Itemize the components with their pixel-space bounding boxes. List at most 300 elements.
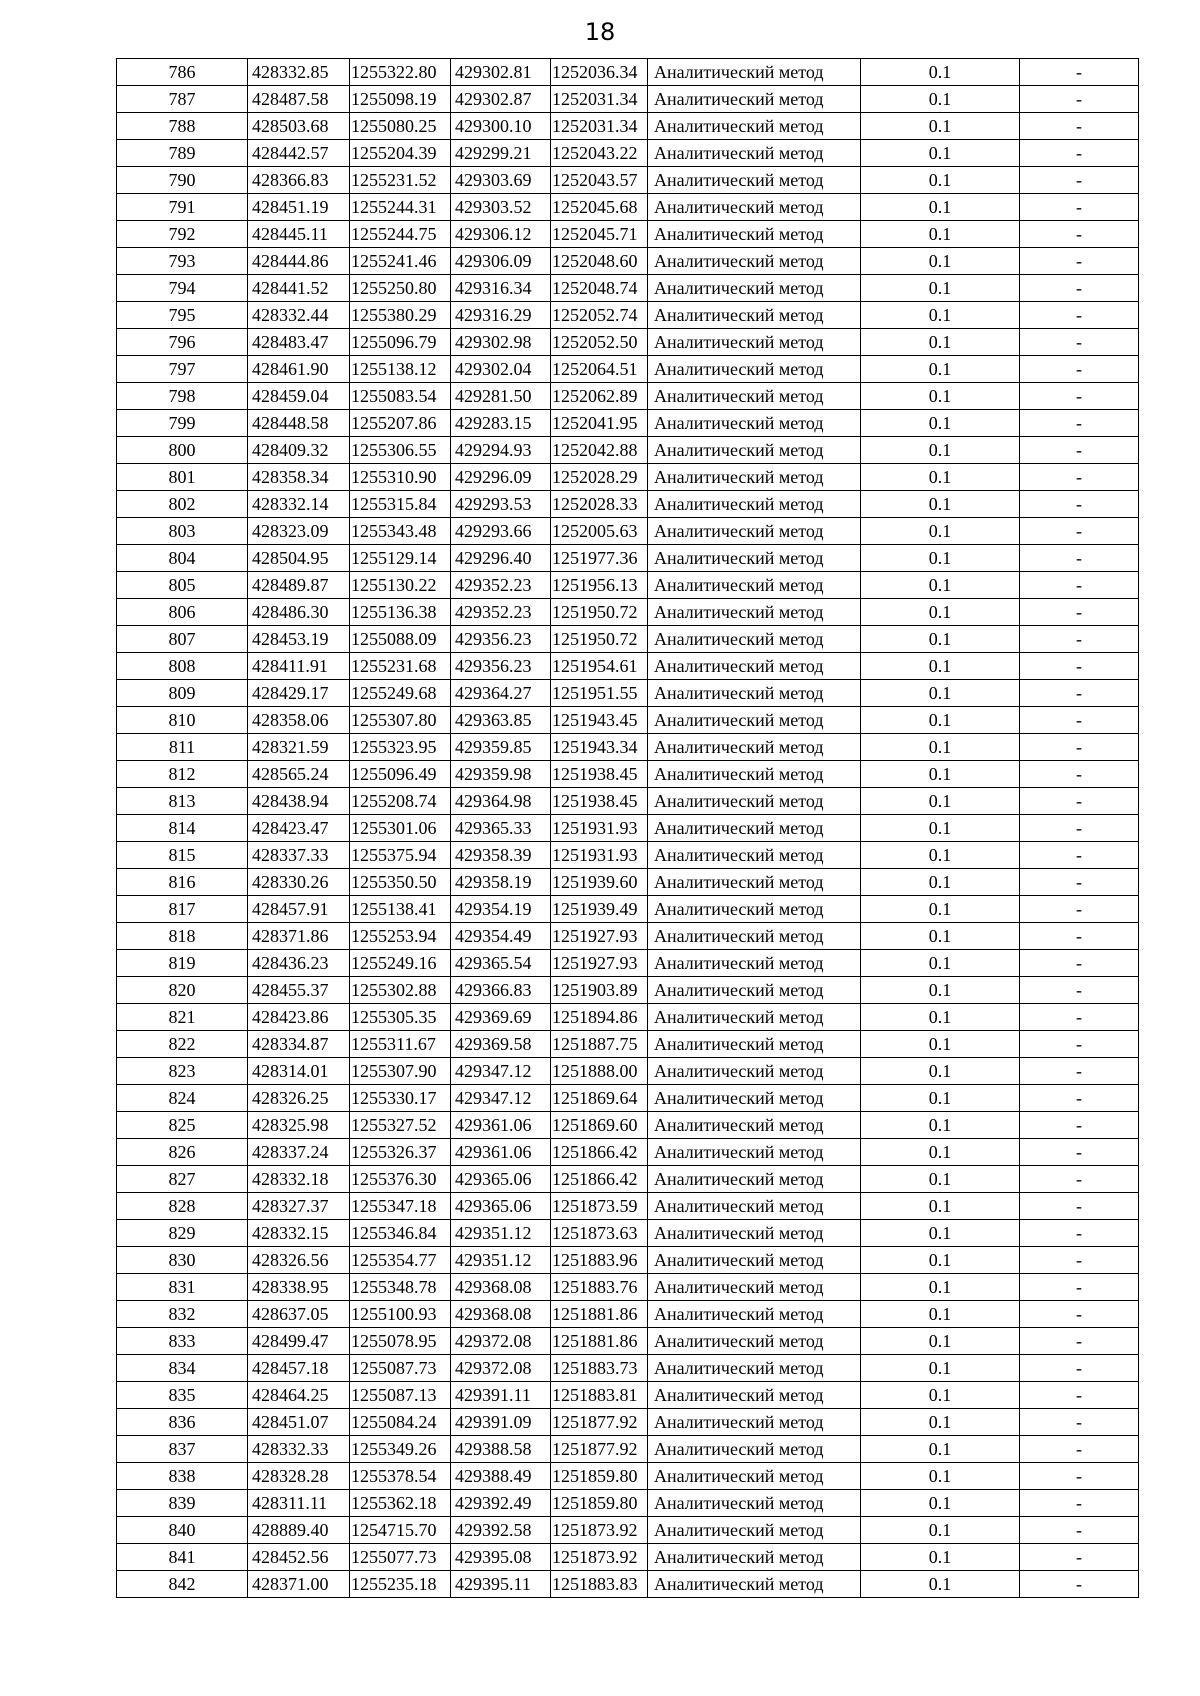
x2-cell: 429365.54 xyxy=(451,950,551,977)
note-cell: - xyxy=(1020,1382,1139,1409)
y1-cell: 1255078.95 xyxy=(350,1328,451,1355)
y2-cell: 1251954.61 xyxy=(551,653,648,680)
y2-cell: 1251877.92 xyxy=(551,1409,648,1436)
x1-cell: 428325.98 xyxy=(248,1112,350,1139)
y1-cell: 1254715.70 xyxy=(350,1517,451,1544)
x1-cell: 428332.44 xyxy=(248,302,350,329)
point-number-cell: 820 xyxy=(117,977,248,1004)
note-cell: - xyxy=(1020,545,1139,572)
x1-cell: 428332.33 xyxy=(248,1436,350,1463)
point-number-cell: 815 xyxy=(117,842,248,869)
accuracy-cell: 0.1 xyxy=(861,518,1020,545)
point-number-cell: 790 xyxy=(117,167,248,194)
y1-cell: 1255208.74 xyxy=(350,788,451,815)
y1-cell: 1255354.77 xyxy=(350,1247,451,1274)
y2-cell: 1251951.55 xyxy=(551,680,648,707)
table-row xyxy=(117,140,1139,167)
accuracy-cell: 0.1 xyxy=(861,167,1020,194)
accuracy-cell: 0.1 xyxy=(861,221,1020,248)
point-number-cell: 800 xyxy=(117,437,248,464)
table-row xyxy=(117,410,1139,437)
point-number-cell: 792 xyxy=(117,221,248,248)
y1-cell: 1255378.54 xyxy=(350,1463,451,1490)
x1-cell: 428332.18 xyxy=(248,1166,350,1193)
x2-cell: 429354.19 xyxy=(451,896,551,923)
table-row xyxy=(117,1166,1139,1193)
x2-cell: 429303.52 xyxy=(451,194,551,221)
accuracy-cell: 0.1 xyxy=(861,1004,1020,1031)
accuracy-cell: 0.1 xyxy=(861,1274,1020,1301)
x2-cell: 429283.15 xyxy=(451,410,551,437)
table-row xyxy=(117,59,1139,86)
table-row xyxy=(117,356,1139,383)
x2-cell: 429351.12 xyxy=(451,1247,551,1274)
y2-cell: 1251859.80 xyxy=(551,1463,648,1490)
x2-cell: 429347.12 xyxy=(451,1085,551,1112)
point-number-cell: 828 xyxy=(117,1193,248,1220)
accuracy-cell: 0.1 xyxy=(861,1490,1020,1517)
note-cell: - xyxy=(1020,1193,1139,1220)
note-cell: - xyxy=(1020,86,1139,113)
y2-cell: 1251881.86 xyxy=(551,1328,648,1355)
note-cell: - xyxy=(1020,734,1139,761)
note-cell: - xyxy=(1020,707,1139,734)
y1-cell: 1255376.30 xyxy=(350,1166,451,1193)
x2-cell: 429302.04 xyxy=(451,356,551,383)
point-number-cell: 812 xyxy=(117,761,248,788)
method-cell: Аналитический метод xyxy=(648,329,861,356)
method-cell: Аналитический метод xyxy=(648,86,861,113)
y1-cell: 1255380.29 xyxy=(350,302,451,329)
accuracy-cell: 0.1 xyxy=(861,1463,1020,1490)
y2-cell: 1252043.22 xyxy=(551,140,648,167)
x2-cell: 429347.12 xyxy=(451,1058,551,1085)
table-row xyxy=(117,383,1139,410)
x2-cell: 429395.08 xyxy=(451,1544,551,1571)
y2-cell: 1251873.63 xyxy=(551,1220,648,1247)
note-cell: - xyxy=(1020,680,1139,707)
note-cell: - xyxy=(1020,221,1139,248)
x2-cell: 429294.93 xyxy=(451,437,551,464)
note-cell: - xyxy=(1020,437,1139,464)
table-row xyxy=(117,1220,1139,1247)
method-cell: Аналитический метод xyxy=(648,1058,861,1085)
x1-cell: 428326.25 xyxy=(248,1085,350,1112)
y2-cell: 1252052.50 xyxy=(551,329,648,356)
method-cell: Аналитический метод xyxy=(648,1085,861,1112)
x1-cell: 428371.86 xyxy=(248,923,350,950)
point-number-cell: 796 xyxy=(117,329,248,356)
x1-cell: 428429.17 xyxy=(248,680,350,707)
method-cell: Аналитический метод xyxy=(648,383,861,410)
x2-cell: 429356.23 xyxy=(451,653,551,680)
x1-cell: 428409.32 xyxy=(248,437,350,464)
accuracy-cell: 0.1 xyxy=(861,1382,1020,1409)
accuracy-cell: 0.1 xyxy=(861,59,1020,86)
x2-cell: 429392.58 xyxy=(451,1517,551,1544)
x2-cell: 429359.98 xyxy=(451,761,551,788)
x2-cell: 429365.33 xyxy=(451,815,551,842)
x1-cell: 428321.59 xyxy=(248,734,350,761)
method-cell: Аналитический метод xyxy=(648,1112,861,1139)
note-cell: - xyxy=(1020,1112,1139,1139)
y2-cell: 1251883.81 xyxy=(551,1382,648,1409)
x1-cell: 428455.37 xyxy=(248,977,350,1004)
note-cell: - xyxy=(1020,653,1139,680)
y2-cell: 1252045.68 xyxy=(551,194,648,221)
point-number-cell: 838 xyxy=(117,1463,248,1490)
y1-cell: 1255362.18 xyxy=(350,1490,451,1517)
table-row xyxy=(117,464,1139,491)
x1-cell: 428323.09 xyxy=(248,518,350,545)
table-row xyxy=(117,1085,1139,1112)
accuracy-cell: 0.1 xyxy=(861,1031,1020,1058)
table-row xyxy=(117,437,1139,464)
method-cell: Аналитический метод xyxy=(648,923,861,950)
note-cell: - xyxy=(1020,842,1139,869)
accuracy-cell: 0.1 xyxy=(861,113,1020,140)
x2-cell: 429354.49 xyxy=(451,923,551,950)
y1-cell: 1255136.38 xyxy=(350,599,451,626)
accuracy-cell: 0.1 xyxy=(861,1058,1020,1085)
note-cell: - xyxy=(1020,1463,1139,1490)
y1-cell: 1255084.24 xyxy=(350,1409,451,1436)
table-row xyxy=(117,167,1139,194)
method-cell: Аналитический метод xyxy=(648,275,861,302)
x1-cell: 428483.47 xyxy=(248,329,350,356)
y1-cell: 1255348.78 xyxy=(350,1274,451,1301)
method-cell: Аналитический метод xyxy=(648,1436,861,1463)
accuracy-cell: 0.1 xyxy=(861,707,1020,734)
x2-cell: 429368.08 xyxy=(451,1301,551,1328)
x1-cell: 428423.47 xyxy=(248,815,350,842)
y1-cell: 1255129.14 xyxy=(350,545,451,572)
method-cell: Аналитический метод xyxy=(648,707,861,734)
y2-cell: 1251903.89 xyxy=(551,977,648,1004)
y2-cell: 1252028.33 xyxy=(551,491,648,518)
x1-cell: 428328.28 xyxy=(248,1463,350,1490)
table-row xyxy=(117,572,1139,599)
note-cell: - xyxy=(1020,167,1139,194)
y2-cell: 1252036.34 xyxy=(551,59,648,86)
table-row xyxy=(117,1409,1139,1436)
y1-cell: 1255375.94 xyxy=(350,842,451,869)
y2-cell: 1251866.42 xyxy=(551,1166,648,1193)
note-cell: - xyxy=(1020,815,1139,842)
table-row xyxy=(117,1274,1139,1301)
table-row xyxy=(117,1112,1139,1139)
table-row xyxy=(117,1355,1139,1382)
y2-cell: 1252062.89 xyxy=(551,383,648,410)
x2-cell: 429299.21 xyxy=(451,140,551,167)
note-cell: - xyxy=(1020,1274,1139,1301)
x2-cell: 429352.23 xyxy=(451,572,551,599)
accuracy-cell: 0.1 xyxy=(861,329,1020,356)
accuracy-cell: 0.1 xyxy=(861,1301,1020,1328)
table-row xyxy=(117,86,1139,113)
x1-cell: 428441.52 xyxy=(248,275,350,302)
y1-cell: 1255244.31 xyxy=(350,194,451,221)
method-cell: Аналитический метод xyxy=(648,140,861,167)
point-number-cell: 842 xyxy=(117,1571,248,1598)
note-cell: - xyxy=(1020,248,1139,275)
note-cell: - xyxy=(1020,410,1139,437)
method-cell: Аналитический метод xyxy=(648,410,861,437)
point-number-cell: 821 xyxy=(117,1004,248,1031)
x1-cell: 428442.57 xyxy=(248,140,350,167)
x1-cell: 428889.40 xyxy=(248,1517,350,1544)
method-cell: Аналитический метод xyxy=(648,1193,861,1220)
x2-cell: 429361.06 xyxy=(451,1139,551,1166)
note-cell: - xyxy=(1020,1166,1139,1193)
y2-cell: 1252041.95 xyxy=(551,410,648,437)
accuracy-cell: 0.1 xyxy=(861,1544,1020,1571)
y2-cell: 1251883.96 xyxy=(551,1247,648,1274)
y1-cell: 1255249.16 xyxy=(350,950,451,977)
table-row xyxy=(117,896,1139,923)
accuracy-cell: 0.1 xyxy=(861,896,1020,923)
accuracy-cell: 0.1 xyxy=(861,761,1020,788)
y1-cell: 1255098.19 xyxy=(350,86,451,113)
accuracy-cell: 0.1 xyxy=(861,275,1020,302)
x1-cell: 428461.90 xyxy=(248,356,350,383)
y1-cell: 1255307.90 xyxy=(350,1058,451,1085)
y2-cell: 1251883.76 xyxy=(551,1274,648,1301)
y2-cell: 1251943.45 xyxy=(551,707,648,734)
y1-cell: 1255306.55 xyxy=(350,437,451,464)
table-row xyxy=(117,599,1139,626)
x1-cell: 428637.05 xyxy=(248,1301,350,1328)
y2-cell: 1251927.93 xyxy=(551,923,648,950)
x2-cell: 429388.49 xyxy=(451,1463,551,1490)
point-number-cell: 803 xyxy=(117,518,248,545)
x2-cell: 429369.58 xyxy=(451,1031,551,1058)
table-row xyxy=(117,1382,1139,1409)
point-number-cell: 791 xyxy=(117,194,248,221)
point-number-cell: 787 xyxy=(117,86,248,113)
point-number-cell: 816 xyxy=(117,869,248,896)
x2-cell: 429300.10 xyxy=(451,113,551,140)
y1-cell: 1255326.37 xyxy=(350,1139,451,1166)
note-cell: - xyxy=(1020,1058,1139,1085)
point-number-cell: 818 xyxy=(117,923,248,950)
y2-cell: 1251883.83 xyxy=(551,1571,648,1598)
y1-cell: 1255207.86 xyxy=(350,410,451,437)
note-cell: - xyxy=(1020,1220,1139,1247)
table-row xyxy=(117,923,1139,950)
x1-cell: 428337.33 xyxy=(248,842,350,869)
accuracy-cell: 0.1 xyxy=(861,1085,1020,1112)
y2-cell: 1251927.93 xyxy=(551,950,648,977)
y1-cell: 1255310.90 xyxy=(350,464,451,491)
x2-cell: 429356.23 xyxy=(451,626,551,653)
table-row xyxy=(117,518,1139,545)
method-cell: Аналитический метод xyxy=(648,1274,861,1301)
point-number-cell: 822 xyxy=(117,1031,248,1058)
y1-cell: 1255080.25 xyxy=(350,113,451,140)
x1-cell: 428489.87 xyxy=(248,572,350,599)
note-cell: - xyxy=(1020,1085,1139,1112)
y2-cell: 1252005.63 xyxy=(551,518,648,545)
point-number-cell: 801 xyxy=(117,464,248,491)
table-row xyxy=(117,1004,1139,1031)
y1-cell: 1255305.35 xyxy=(350,1004,451,1031)
x2-cell: 429395.11 xyxy=(451,1571,551,1598)
y1-cell: 1255349.26 xyxy=(350,1436,451,1463)
y2-cell: 1251894.86 xyxy=(551,1004,648,1031)
y1-cell: 1255301.06 xyxy=(350,815,451,842)
x2-cell: 429303.69 xyxy=(451,167,551,194)
point-number-cell: 826 xyxy=(117,1139,248,1166)
table-row xyxy=(117,221,1139,248)
method-cell: Аналитический метод xyxy=(648,1355,861,1382)
accuracy-cell: 0.1 xyxy=(861,248,1020,275)
y2-cell: 1251866.42 xyxy=(551,1139,648,1166)
table-row xyxy=(117,977,1139,1004)
accuracy-cell: 0.1 xyxy=(861,1166,1020,1193)
y1-cell: 1255311.67 xyxy=(350,1031,451,1058)
x2-cell: 429391.11 xyxy=(451,1382,551,1409)
note-cell: - xyxy=(1020,1247,1139,1274)
accuracy-cell: 0.1 xyxy=(861,1436,1020,1463)
table-row xyxy=(117,707,1139,734)
method-cell: Аналитический метод xyxy=(648,221,861,248)
point-number-cell: 798 xyxy=(117,383,248,410)
method-cell: Аналитический метод xyxy=(648,1031,861,1058)
y2-cell: 1252031.34 xyxy=(551,113,648,140)
y1-cell: 1255088.09 xyxy=(350,626,451,653)
method-cell: Аналитический метод xyxy=(648,194,861,221)
y1-cell: 1255346.84 xyxy=(350,1220,451,1247)
x2-cell: 429359.85 xyxy=(451,734,551,761)
point-number-cell: 809 xyxy=(117,680,248,707)
accuracy-cell: 0.1 xyxy=(861,1247,1020,1274)
method-cell: Аналитический метод xyxy=(648,1463,861,1490)
method-cell: Аналитический метод xyxy=(648,734,861,761)
y2-cell: 1252064.51 xyxy=(551,356,648,383)
note-cell: - xyxy=(1020,761,1139,788)
accuracy-cell: 0.1 xyxy=(861,1409,1020,1436)
accuracy-cell: 0.1 xyxy=(861,869,1020,896)
y1-cell: 1255249.68 xyxy=(350,680,451,707)
method-cell: Аналитический метод xyxy=(648,437,861,464)
table-row xyxy=(117,113,1139,140)
note-cell: - xyxy=(1020,329,1139,356)
point-number-cell: 807 xyxy=(117,626,248,653)
note-cell: - xyxy=(1020,1301,1139,1328)
x2-cell: 429358.19 xyxy=(451,869,551,896)
x1-cell: 428487.58 xyxy=(248,86,350,113)
accuracy-cell: 0.1 xyxy=(861,950,1020,977)
y2-cell: 1251977.36 xyxy=(551,545,648,572)
x1-cell: 428457.91 xyxy=(248,896,350,923)
point-number-cell: 814 xyxy=(117,815,248,842)
table-row xyxy=(117,1517,1139,1544)
x2-cell: 429358.39 xyxy=(451,842,551,869)
point-number-cell: 795 xyxy=(117,302,248,329)
accuracy-cell: 0.1 xyxy=(861,923,1020,950)
method-cell: Аналитический метод xyxy=(648,950,861,977)
x1-cell: 428453.19 xyxy=(248,626,350,653)
table-row xyxy=(117,329,1139,356)
point-number-cell: 837 xyxy=(117,1436,248,1463)
point-number-cell: 832 xyxy=(117,1301,248,1328)
x1-cell: 428448.58 xyxy=(248,410,350,437)
x1-cell: 428486.30 xyxy=(248,599,350,626)
accuracy-cell: 0.1 xyxy=(861,1355,1020,1382)
y2-cell: 1252031.34 xyxy=(551,86,648,113)
y1-cell: 1255130.22 xyxy=(350,572,451,599)
x2-cell: 429352.23 xyxy=(451,599,551,626)
y1-cell: 1255138.41 xyxy=(350,896,451,923)
x2-cell: 429316.29 xyxy=(451,302,551,329)
x2-cell: 429365.06 xyxy=(451,1193,551,1220)
method-cell: Аналитический метод xyxy=(648,167,861,194)
y1-cell: 1255347.18 xyxy=(350,1193,451,1220)
table-row xyxy=(117,788,1139,815)
x1-cell: 428444.86 xyxy=(248,248,350,275)
table-row xyxy=(117,1544,1139,1571)
point-number-cell: 840 xyxy=(117,1517,248,1544)
note-cell: - xyxy=(1020,518,1139,545)
y1-cell: 1255231.52 xyxy=(350,167,451,194)
y2-cell: 1251943.34 xyxy=(551,734,648,761)
table-row xyxy=(117,815,1139,842)
point-number-cell: 799 xyxy=(117,410,248,437)
note-cell: - xyxy=(1020,626,1139,653)
y1-cell: 1255100.93 xyxy=(350,1301,451,1328)
method-cell: Аналитический метод xyxy=(648,842,861,869)
x2-cell: 429388.58 xyxy=(451,1436,551,1463)
x1-cell: 428330.26 xyxy=(248,869,350,896)
y2-cell: 1251873.59 xyxy=(551,1193,648,1220)
method-cell: Аналитический метод xyxy=(648,1004,861,1031)
x2-cell: 429281.50 xyxy=(451,383,551,410)
method-cell: Аналитический метод xyxy=(648,545,861,572)
x1-cell: 428332.14 xyxy=(248,491,350,518)
accuracy-cell: 0.1 xyxy=(861,383,1020,410)
method-cell: Аналитический метод xyxy=(648,977,861,1004)
accuracy-cell: 0.1 xyxy=(861,356,1020,383)
note-cell: - xyxy=(1020,1328,1139,1355)
y1-cell: 1255330.17 xyxy=(350,1085,451,1112)
point-number-cell: 833 xyxy=(117,1328,248,1355)
y2-cell: 1251873.92 xyxy=(551,1544,648,1571)
y1-cell: 1255204.39 xyxy=(350,140,451,167)
x1-cell: 428565.24 xyxy=(248,761,350,788)
y2-cell: 1251888.00 xyxy=(551,1058,648,1085)
note-cell: - xyxy=(1020,1409,1139,1436)
accuracy-cell: 0.1 xyxy=(861,734,1020,761)
y2-cell: 1252042.88 xyxy=(551,437,648,464)
point-number-cell: 804 xyxy=(117,545,248,572)
method-cell: Аналитический метод xyxy=(648,1409,861,1436)
y2-cell: 1251877.92 xyxy=(551,1436,648,1463)
method-cell: Аналитический метод xyxy=(648,1166,861,1193)
x1-cell: 428464.25 xyxy=(248,1382,350,1409)
x1-cell: 428327.37 xyxy=(248,1193,350,1220)
table-row xyxy=(117,950,1139,977)
accuracy-cell: 0.1 xyxy=(861,140,1020,167)
table-row xyxy=(117,248,1139,275)
point-number-cell: 813 xyxy=(117,788,248,815)
x2-cell: 429306.09 xyxy=(451,248,551,275)
accuracy-cell: 0.1 xyxy=(861,626,1020,653)
note-cell: - xyxy=(1020,572,1139,599)
accuracy-cell: 0.1 xyxy=(861,1517,1020,1544)
y1-cell: 1255250.80 xyxy=(350,275,451,302)
x2-cell: 429302.81 xyxy=(451,59,551,86)
